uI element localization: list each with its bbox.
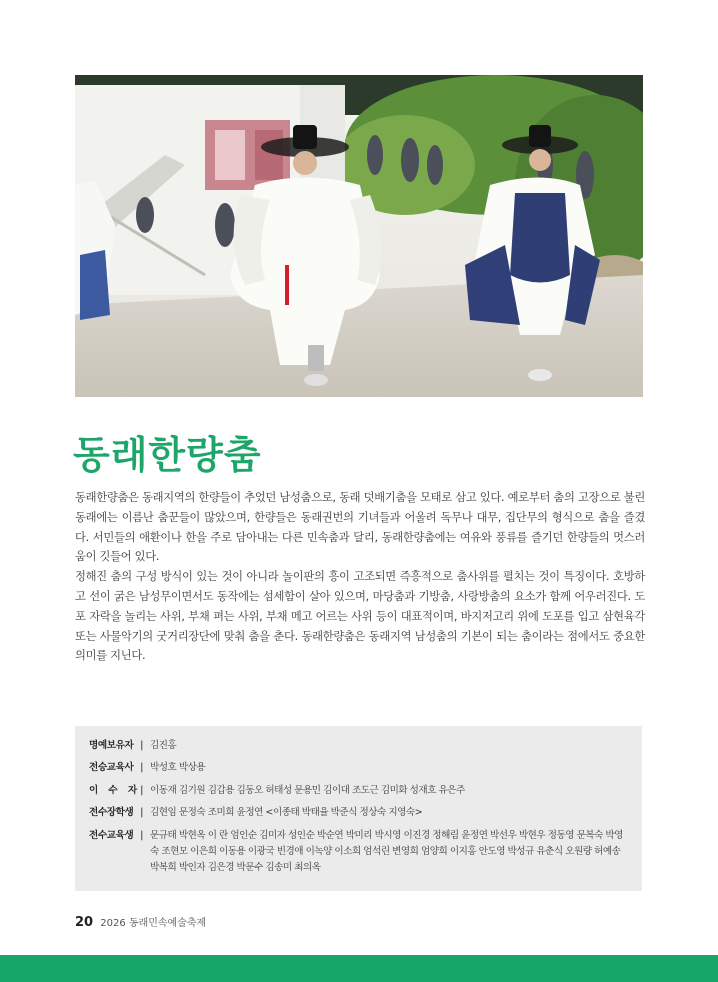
info-row-honorary-holder xyxy=(89,738,628,754)
paragraph-2: 정해진 춤의 구성 방식이 있는 것이 아니라 놀이판의 흥이 고조되면 즉흥적으로 춤사위를 펼치는 것이 특징이다. 호방하고 선이 굵은 남성무이면서도 동작에는 섬세함이 살아 있으며, 마당춤과 기방춤, 사랑방춤의 요소가 함께 어우러진다. 도포 자락을 놀리는 사위, 부채 펴는 사위, 부채 메고 어르는 사위 등이 대표적이며, 바지저고리 위에 도포를 입고 삼현육각 또는 사물악기의 굿거리장단에 맞춰 춤을 춘다. 동래한량춤은 동래지역 남성춤의 기본이 되는 춤이라는 점에서도 중요한 의미를 지닌다. xyxy=(75,570,645,663)
info-label: 전수교육생 xyxy=(89,829,134,841)
info-separator: | xyxy=(140,829,144,841)
info-value: 문규태 박현옥 이 란 엄인순 김미자 성인순 박순연 박미리 박시영 이진경 정해림 윤정연 박선우 박현우 정동영 문복숙 박영숙 조현모 이은희 이동용 이광국 빈경애 이녹양 이소희 엄석린 변영희 엄양희 이지홍 안도영 박성규 유춘식 오원량 허예송 박복희 박인자 김은경 박문수 김송미 최의옥 xyxy=(150,829,623,873)
info-value: 김현임 문정숙 조미희 윤정연 <이종태 박태율 박준식 정상숙 지영숙> xyxy=(150,807,423,819)
info-label: 전승교육사 xyxy=(89,762,134,774)
publication-name: 2026 동래민속예술축제 xyxy=(100,918,207,929)
info-label: 이 수 자 xyxy=(89,784,141,796)
dancers-photo xyxy=(75,75,643,397)
info-row-scholarship-students xyxy=(89,805,628,821)
info-separator: | xyxy=(140,762,144,774)
bottom-accent-bar xyxy=(0,955,718,982)
info-row-graduates xyxy=(89,783,628,799)
holders-info-box xyxy=(75,726,642,891)
photo-illustration xyxy=(75,75,643,397)
info-value: 박성호 박상용 xyxy=(150,762,206,774)
info-value: 이동재 김기원 김갑용 김동오 허태성 문용민 김이대 조도근 김미화 성재호 유은주 xyxy=(150,784,465,796)
info-row-trainees xyxy=(89,828,628,876)
info-separator: | xyxy=(140,784,144,796)
info-value: 김진홍 xyxy=(150,740,177,751)
body-text xyxy=(75,488,645,666)
info-separator: | xyxy=(140,740,144,751)
info-label: 명예보유자 xyxy=(89,740,134,751)
info-separator: | xyxy=(140,807,144,819)
page-number: 20 xyxy=(75,915,94,930)
paragraph-1: 동래한량춤은 동래지역의 한량들이 추었던 남성춤으로, 동래 덧배기춤을 모태로 삼고 있다. 예로부터 춤의 고장으로 불린 동래에는 이름난 춤꾼들이 많았으며, 한량들은 동래권번의 기녀들과 어울려 독무나 대무, 집단무의 형식으로 춤을 즐겼다. 서민들의 애환이나 한을 주로 담아내는 다른 민속춤과 달리, 동래한량춤에는 여유와 풍류를 즐기던 한량들의 멋스러움이 깃들어 있다. xyxy=(75,491,645,564)
info-row-instructor xyxy=(89,760,628,776)
page-footer xyxy=(75,914,206,930)
page-title: 동래한량춤 xyxy=(73,433,262,477)
info-label: 전수장학생 xyxy=(89,807,134,819)
